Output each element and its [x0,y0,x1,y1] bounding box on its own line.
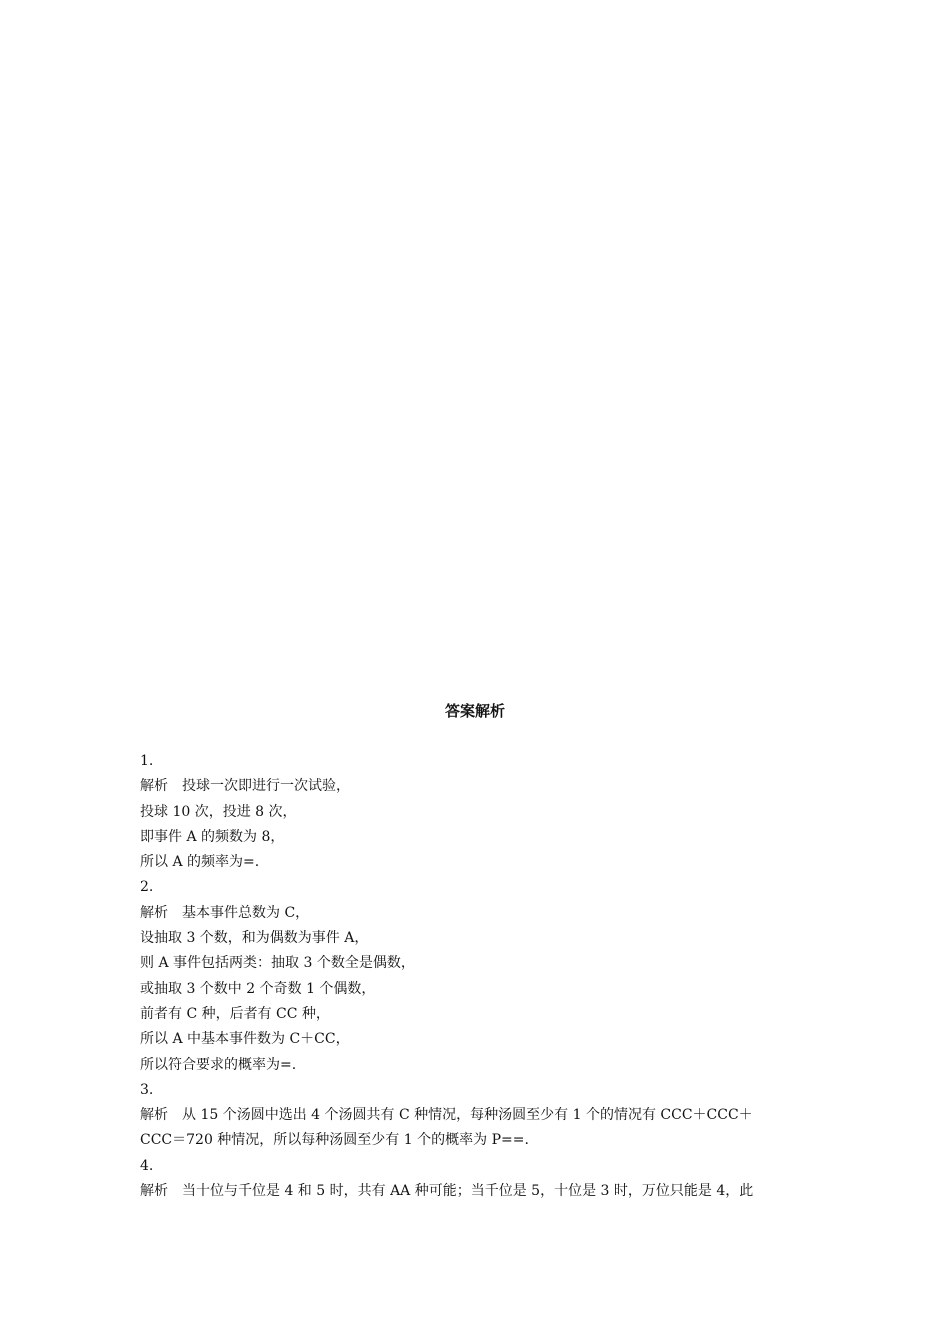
answer-2-line: 所以符合要求的概率为=. [140,1056,297,1073]
answer-3-line: 解析 从 15 个汤圆中选出 4 个汤圆共有 C 种情况，每种汤圆至少有 1 个的情况有 CCC＋CCC＋ [140,1107,753,1124]
answer-2-number: 2. [140,879,154,896]
answer-3-line: CCC＝720 种情况，所以每种汤圆至少有 1 个的概率为 P==. [140,1132,529,1149]
answer-2-line: 则 A 事件包括两类：抽取 3 个数全是偶数， [140,955,415,972]
answer-2-line: 前者有 C 种，后者有 CC 种， [140,1005,330,1022]
answer-content [140,749,820,1204]
answer-1-line: 解析 投球一次即进行一次试验， [140,778,350,795]
answer-4-line: 解析 当十位与千位是 4 和 5 时，共有 AA 种可能；当千位是 5，十位是 3 时，万位只能是 4，此 [140,1183,754,1200]
answer-section-title: 答案解析 [444,702,505,720]
answer-2-line: 所以 A 中基本事件数为 C＋CC， [140,1031,350,1048]
answer-1-line: 即事件 A 的频数为 8， [140,828,285,845]
answer-1-number: 1. [140,753,154,769]
answer-3-number: 3. [140,1081,154,1098]
answer-2-line: 或抽取 3 个数中 2 个奇数 1 个偶数， [140,980,376,997]
answer-2-line: 设抽取 3 个数，和为偶数为事件 A， [140,930,369,947]
answer-1-line: 所以 A 的频率为=. [140,854,260,871]
answer-1-line: 投球 10 次，投进 8 次， [140,803,297,820]
answer-2-line: 解析 基本事件总数为 C， [140,904,310,921]
answer-4-number: 4. [140,1157,154,1174]
